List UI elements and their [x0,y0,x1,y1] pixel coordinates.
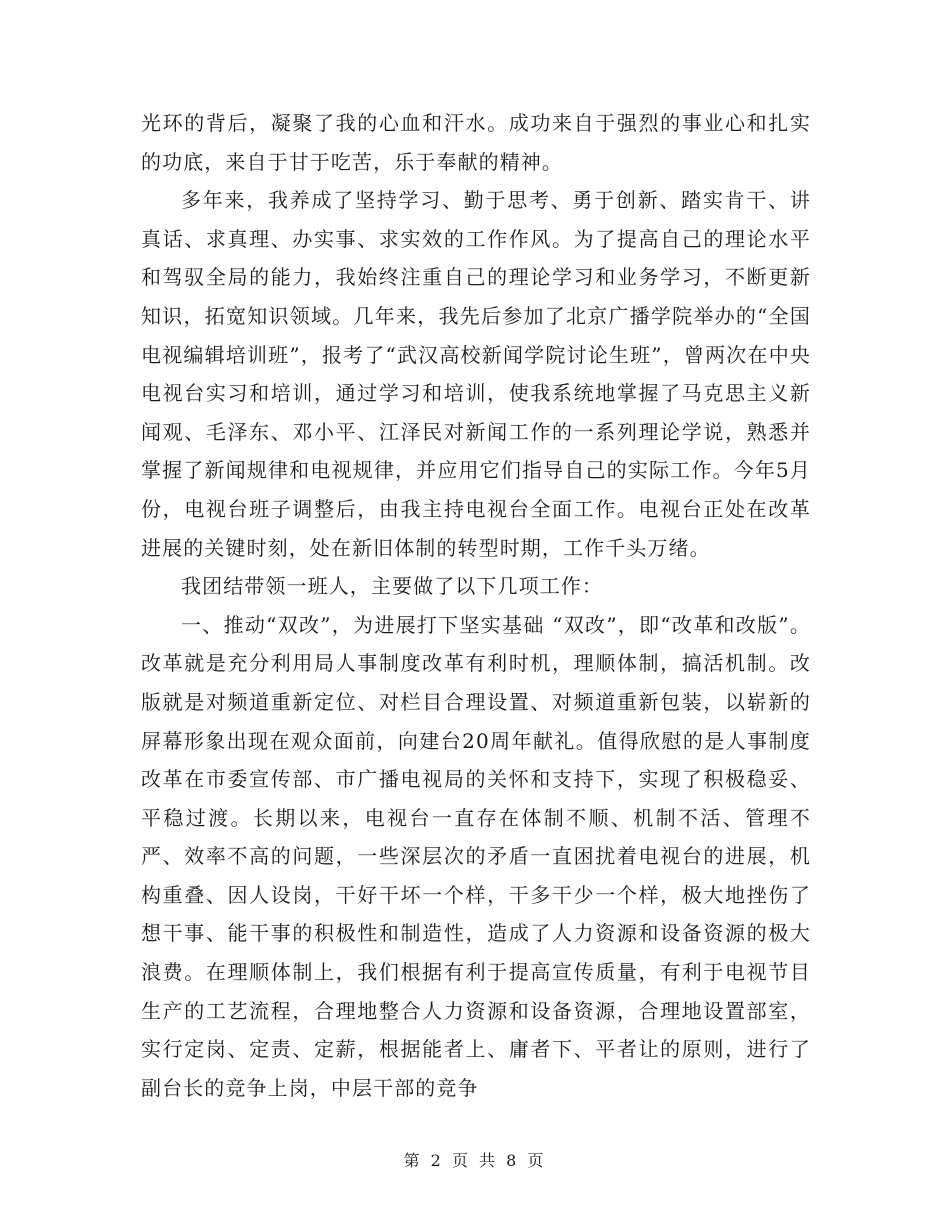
paragraph-4: 一、推动“双改”，为进展打下坚实基础 “双改”，即“改革和改版”。改革就是充分利用局人事制度改革有利时机，理顺体制，搞活机制。改版就是对频道重新定位、对栏目合理设置、对频道重新包装，以崭新的屏幕形象出现在观众面前，向建台20周年献礼。值得欣慰的是人事制度改革在市委宣传部、市广播电视局的关怀和支持下，实现了积极稳妥、平稳过渡。长期以来，电视台一直存在体制不顺、机制不活、管理不严、效率不高的问题，一些深层次的矛盾一直困扰着电视台的进展，机构重叠、因人设岗，干好干坏一个样，干多干少一个样，极大地挫伤了想干事、能干事的积极性和制造性，造成了人力资源和设备资源的极大浪费。在理顺体制上，我们根据有利于提高宣传质量，有利于电视节目生产的工艺流程，合理地整合人力资源和设备资源，合理地设置部室，实行定岗、定责、定薪，根据能者上、庸者下、平者让的原则，进行了副台长的竞争上岗，中层干部的竞争 [141,612,811,1100]
page-footer: 第 2 页 共 8 页 [403,1151,547,1170]
paragraph-2: 多年来，我养成了坚持学习、勤于思考、勇于创新、踏实肯干、讲真话、求真理、办实事、求实效的工作作风。为了提高自己的理论水平和驾驭全局的能力，我始终注重自己的理论学习和业务学习，不断更新知识，拓宽知识领域。几年来，我先后参加了北京广播学院举办的“全国电视编辑培训班”，报考了“武汉高校新闻学院讨论生班”，曾两次在中央电视台实习和培训，通过学习和培训，使我系统地掌握了马克思主义新闻观、毛泽东、邓小平、江泽民对新闻工作的一系列理论学说，熟悉并掌握了新闻规律和电视规律，并应用它们指导自己的实际工作。今年5月份，电视台班子调整后，由我主持电视台全面工作。电视台正处在改革进展的关键时刻，处在新旧体制的转型时期，工作千头万绪。 [141,188,811,560]
document-body [141,104,811,1107]
paragraph-1: 光环的背后，凝聚了我的心血和汗水。成功来自于强烈的事业心和扎实的功底，来自于甘于吃苦，乐于奉献的精神。 [141,111,811,174]
paragraph-3: 我团结带领一班人，主要做了以下几项工作： [181,574,603,599]
